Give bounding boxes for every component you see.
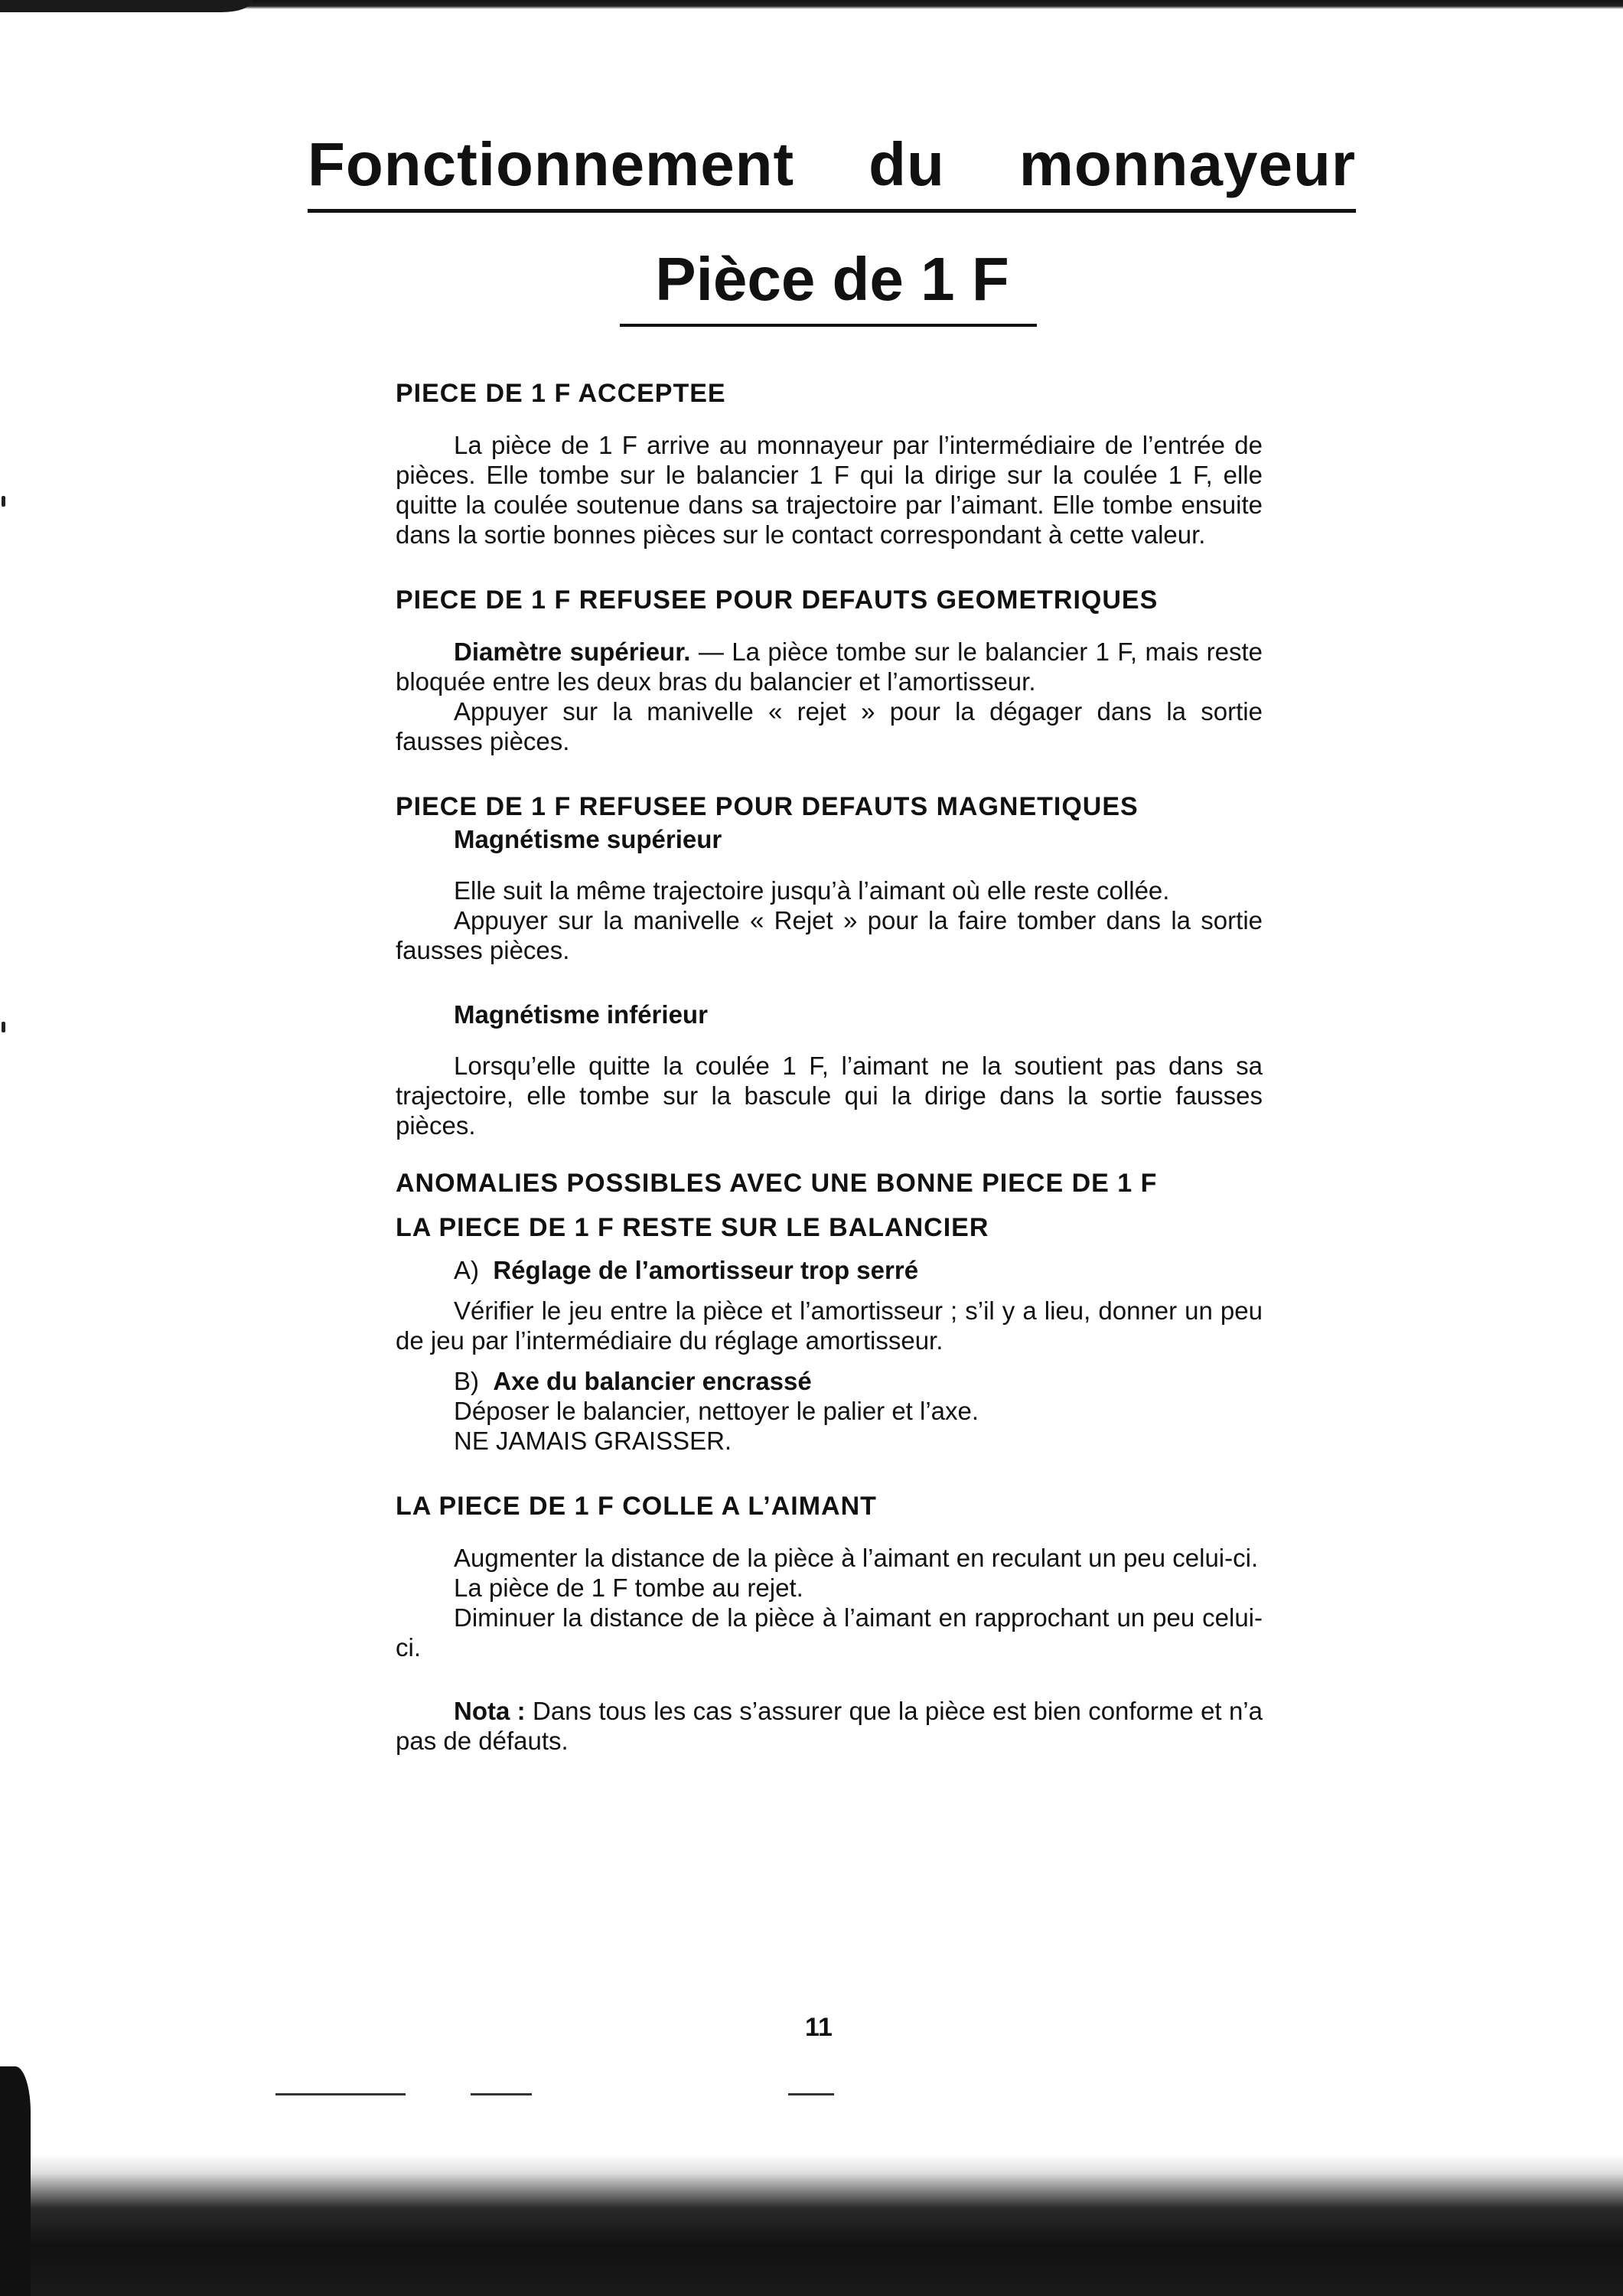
item-label: A) xyxy=(454,1256,479,1284)
scan-artifact xyxy=(471,2093,532,2095)
scan-bottom-left-shadow xyxy=(0,2066,31,2296)
title-underline xyxy=(308,209,1356,213)
margin-mark xyxy=(2,496,5,507)
paragraph: Elle suit la même trajectoire jusqu’à l’aimant où elle reste collée. xyxy=(454,876,1170,905)
section-heading-geometric: PIECE DE 1 F REFUSEE POUR DEFAUTS GEOMETRIQUES xyxy=(396,585,1159,615)
paragraph-warning: NE JAMAIS GRAISSER. xyxy=(454,1427,732,1455)
document-body xyxy=(396,377,1263,1756)
scan-top-left-shadow xyxy=(0,0,253,12)
section-heading-magnet: LA PIECE DE 1 F COLLE A L’AIMANT xyxy=(396,1492,877,1521)
section-heading-balancier: LA PIECE DE 1 F RESTE SUR LE BALANCIER xyxy=(396,1213,989,1242)
document-subtitle: Pièce de 1 F xyxy=(655,245,1009,313)
paragraph: Appuyer sur la manivelle « rejet » pour la dégager dans la sortie fausses pièces. xyxy=(396,697,1263,755)
subtitle-underline xyxy=(620,324,1037,327)
note-label: Nota : xyxy=(454,1697,526,1725)
paragraph: Déposer le balancier, nettoyer le palier et l’axe. xyxy=(454,1397,979,1425)
note-paragraph xyxy=(396,1696,1263,1756)
paragraph: Appuyer sur la manivelle « Rejet » pour la faire tomber dans la sortie fausses pièces. xyxy=(396,906,1263,964)
section-heading-magnetic: PIECE DE 1 F REFUSEE POUR DEFAUTS MAGNETIQUES xyxy=(396,792,1139,821)
lead-term: Diamètre supérieur. xyxy=(454,638,691,666)
scan-bottom-edge xyxy=(0,2154,1623,2296)
paragraph: Diminuer la distance de la pièce à l’aimant en rapprochant un peu celui-ci. xyxy=(396,1603,1263,1662)
scan-artifact xyxy=(788,2093,834,2095)
section-heading-accepted: PIECE DE 1 F ACCEPTEE xyxy=(396,379,726,408)
section-heading-anomalies: ANOMALIES POSSIBLES AVEC UNE BONNE PIECE DE 1 F xyxy=(396,1169,1158,1198)
item-title: Axe du balancier encrassé xyxy=(493,1367,812,1395)
paragraph: La pièce de 1 F arrive au monnayeur par l’intermédiaire de l’entrée de pièces. Elle tombe sur le balancier 1 F qui la dirige sur la coulée 1 F, elle quitte la coulée soutenue dans sa trajectoire par l’aimant. Elle tombe ensuite dans la sortie bonnes pièces sur le contact correspondant à cette valeur. xyxy=(396,431,1263,549)
paragraph: Vérifier le jeu entre la pièce et l’amortisseur ; s’il y a lieu, donner un peu de jeu par l’intermédiaire du réglage amortisseur. xyxy=(396,1296,1263,1355)
document-title: Fonctionnement du monnayeur xyxy=(308,130,1356,198)
subheading-magnetism-upper: Magnétisme supérieur xyxy=(454,825,722,853)
paragraph: La pièce de 1 F tombe au rejet. xyxy=(454,1574,803,1602)
paragraph: Lorsqu’elle quitte la coulée 1 F, l’aimant ne la soutient pas dans sa trajectoire, elle tombe sur la bascule qui la dirige dans la sortie fausses pièces. xyxy=(396,1052,1263,1140)
note-text: Dans tous les cas s’assurer que la pièce est bien conforme et n’a pas de défauts. xyxy=(396,1697,1263,1755)
margin-mark xyxy=(2,1022,5,1032)
scan-artifact xyxy=(275,2093,406,2095)
paragraph-text: — La pièce tombe sur le balancier 1 F, mais reste bloquée entre les deux bras du balancier et l’amortisseur. xyxy=(396,638,1263,696)
item-title: Réglage de l’amortisseur trop serré xyxy=(493,1256,919,1284)
item-a-title xyxy=(396,1255,1263,1285)
item-label: B) xyxy=(454,1367,479,1395)
item-b-title xyxy=(396,1366,1263,1396)
paragraph xyxy=(396,637,1263,696)
subheading-magnetism-lower: Magnétisme inférieur xyxy=(454,1000,708,1029)
page-number: 11 xyxy=(805,2013,833,2042)
paragraph: Augmenter la distance de la pièce à l’aimant en reculant un peu celui-ci. xyxy=(454,1544,1259,1572)
